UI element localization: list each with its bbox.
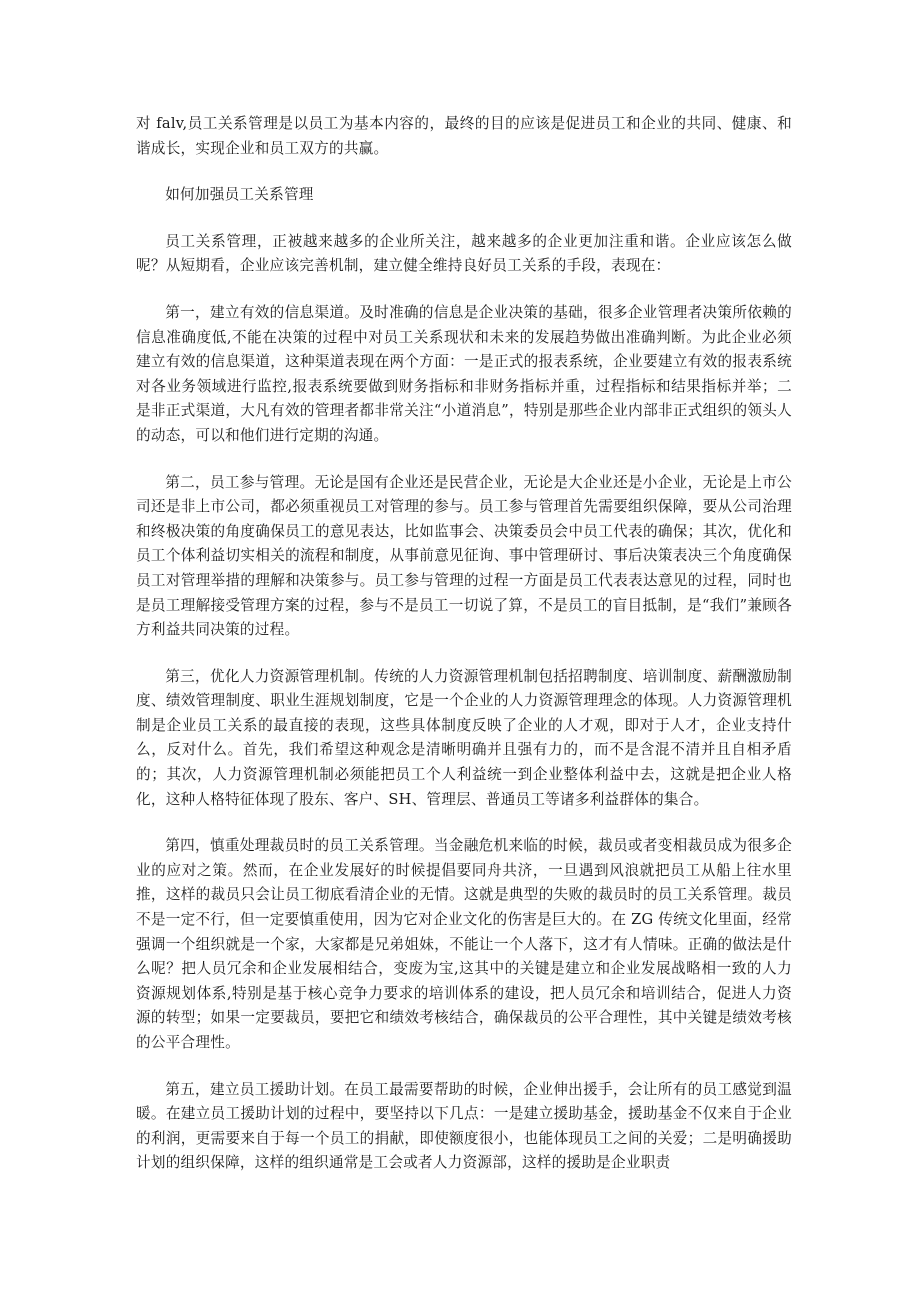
point-two-paragraph: 第二，员工参与管理。无论是国有企业还是民营企业，无论是大企业还是小企业，无论是上市公司还是非上市公司，都必须重视员工对管理的参与。员工参与管理首先需要组织保障，要从公司治理和终极决策的角度确保员工的意见表达，比如监事会、决策委员会中员工代表的确保；其次，优化和员工个体利益切实相关的流程和制度，从事前意见征询、事中管理研讨、事后决策表决三个角度确保员工对管理举措的理解和决策参与。员工参与管理的过程一方面是员工代表表达意见的过程，同时也是员工理解接受管理方案的过程，参与不是员工一切说了算，不是员工的盲目抵制，是“我们”兼顾各方利益共同决策的过程。: [136, 473, 792, 639]
point-three-paragraph: 第三，优化人力资源管理机制。传统的人力资源管理机制包括招聘制度、培训制度、薪酬激励制度、绩效管理制度、职业生涯规划制度，它是一个企业的人力资源管理理念的体现。人力资源管理机制是企业员工关系的最直接的表现，这些具体制度反映了企业的人才观，即对于人才，企业支持什么，反对什么。首先，我们希望这种观念是清晰明确并且强有力的，而不是含混不清并且自相矛盾的；其次，人力资源管理机制必须能把员工个人利益统一到企业整体利益中去，这就是把企业人格化，这种人格特征体现了股东、客户、SH、管理层、普通员工等诸多利益群体的集合。: [136, 667, 792, 808]
section-heading: 如何加强员工关系管理: [165, 186, 314, 204]
intro-paragraph: 对 falv,员工关系管理是以员工为基本内容的，最终的目的应该是促进员工和企业的共同、健康、和谐成长，实现企业和员工双方的共赢。: [136, 115, 792, 157]
overview-paragraph: 员工关系管理，正被越来越多的企业所关注，越来越多的企业更加注重和谐。企业应该怎么做呢？从短期看，企业应该完善机制，建立健全维持良好员工关系的手段，表现在：: [136, 232, 792, 275]
point-one-paragraph: 第一，建立有效的信息渠道。及时准确的信息是企业决策的基础，很多企业管理者决策所依赖的信息准确度低,不能在决策的过程中对员工关系现状和未来的发展趋势做出准确判断。为此企业必须建立有效的信息渠道，这种渠道表现在两个方面：一是正式的报表系统，企业要建立有效的报表系统对各业务领域进行监控,报表系统要做到财务指标和非财务指标并重，过程指标和结果指标并举；二是非正式渠道，大凡有效的管理者都非常关注“小道消息”，特别是那些企业内部非正式组织的领头人的动态，可以和他们进行定期的沟通。: [136, 303, 792, 444]
point-five-paragraph: 第五，建立员工援助计划。在员工最需要帮助的时候，企业伸出援手，会让所有的员工感觉到温暖。在建立员工援助计划的过程中，要坚持以下几点：一是建立援助基金，援助基金不仅来自于企业的利润，更需要来自于每一个员工的捐献，即使额度很小，也能体现员工之间的关爱；二是明确援助计划的组织保障，这样的组织通常是工会或者人力资源部，这样的援助是企业职责: [136, 1080, 792, 1172]
document-page: [136, 112, 792, 1198]
point-four-paragraph: 第四，慎重处理裁员时的员工关系管理。当金融危机来临的时候，裁员或者变相裁员成为很多企业的应对之策。然而，在企业发展好的时候提倡要同舟共济，一旦遇到风浪就把员工从船上往水里推，这样的裁员只会让员工彻底看清企业的无情。这就是典型的失败的裁员时的员工关系管理。裁员不是一定不行，但一定要慎重使用，因为它对企业文化的伤害是巨大的。在 ZG 传统文化里面，经常强调一个组织就是一个家，大家都是兄弟姐妹，不能让一个人落下，这才有人情味。正确的做法是什么呢？把人员冗余和企业发展相结合，变废为宝,这其中的关键是建立和企业发展战略相一致的人力资源规划体系,特别是基于核心竞争力要求的培训体系的建设，把人员冗余和培训结合，促进人力资源的转型；如果一定要裁员，要把它和绩效考核结合，确保裁员的公平合理性，其中关键是绩效考核的公平合理性。: [136, 837, 792, 1051]
